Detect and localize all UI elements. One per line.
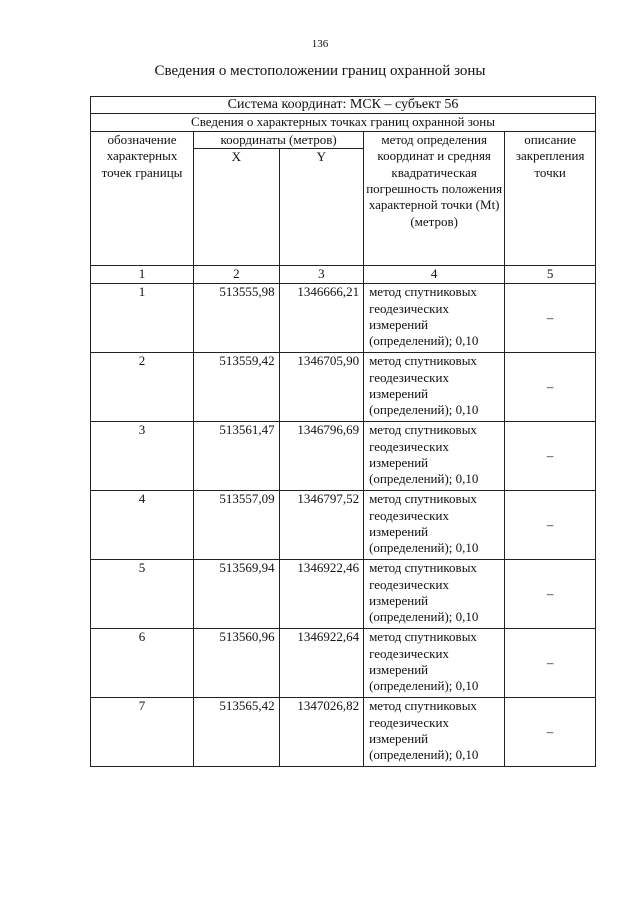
header-y: Y [279,149,364,266]
column-number: 2 [194,266,280,284]
description-cell: – [505,491,596,560]
page-number: 136 [311,38,329,50]
description-cell: – [505,284,596,353]
x-coordinate-cell: 513565,42 [194,698,280,767]
point-number-cell: 2 [91,353,194,422]
point-number-cell: 5 [91,560,194,629]
header-description: описание закрепления точки [505,131,596,265]
y-coordinate-cell: 1346922,64 [279,629,364,698]
column-number: 5 [505,266,596,284]
point-number-cell: 4 [91,491,194,560]
description-cell: – [505,353,596,422]
table-row [91,560,596,629]
header-x: X [194,149,280,266]
x-coordinate-cell: 513560,96 [194,629,280,698]
y-coordinate-cell: 1346922,46 [279,560,364,629]
y-coordinate-cell: 1346666,21 [279,284,364,353]
x-coordinate-cell: 513561,47 [194,422,280,491]
column-number: 3 [279,266,364,284]
description-cell: – [505,422,596,491]
table-row [91,698,596,767]
method-cell: метод спутниковых геодезических измерений (определений); 0,10 [364,629,505,698]
x-coordinate-cell: 513557,09 [194,491,280,560]
table-row [91,422,596,491]
point-number-cell: 3 [91,422,194,491]
method-cell: метод спутниковых геодезических измерений (определений); 0,10 [364,698,505,767]
table-row [91,629,596,698]
description-cell: – [505,560,596,629]
header-point-designation: обозначение характерных точек границы [91,131,194,265]
method-cell: метод спутниковых геодезических измерений (определений); 0,10 [364,491,505,560]
header-coordinates: координаты (метров) [194,131,364,148]
method-cell: метод спутниковых геодезических измерений (определений); 0,10 [364,353,505,422]
y-coordinate-cell: 1346705,90 [279,353,364,422]
table-row [91,284,596,353]
boundary-points-table [90,96,596,767]
method-cell: метод спутниковых геодезических измерений (определений); 0,10 [364,560,505,629]
point-number-cell: 6 [91,629,194,698]
column-numbers-row [91,266,596,284]
header-method: метод определения координат и средняя квадратическая погрешность положения характерной точки (Mt) (метров) [364,131,505,265]
x-coordinate-cell: 513569,94 [194,560,280,629]
method-cell: метод спутниковых геодезических измерений (определений); 0,10 [364,422,505,491]
y-coordinate-cell: 1346796,69 [279,422,364,491]
x-coordinate-cell: 513555,98 [194,284,280,353]
point-number-cell: 1 [91,284,194,353]
x-coordinate-cell: 513559,42 [194,353,280,422]
document-title: Сведения о местоположении границ охранной зоны [154,63,486,79]
section-title-row: Сведения о характерных точках границ охранной зоны [91,114,596,131]
column-number: 1 [91,266,194,284]
description-cell: – [505,629,596,698]
y-coordinate-cell: 1346797,52 [279,491,364,560]
method-cell: метод спутниковых геодезических измерений (определений); 0,10 [364,284,505,353]
point-number-cell: 7 [91,698,194,767]
coord-system-row: Система координат: МСК – субъект 56 [91,97,596,114]
table-row [91,491,596,560]
table-row [91,353,596,422]
column-number: 4 [364,266,505,284]
description-cell: – [505,698,596,767]
y-coordinate-cell: 1347026,82 [279,698,364,767]
